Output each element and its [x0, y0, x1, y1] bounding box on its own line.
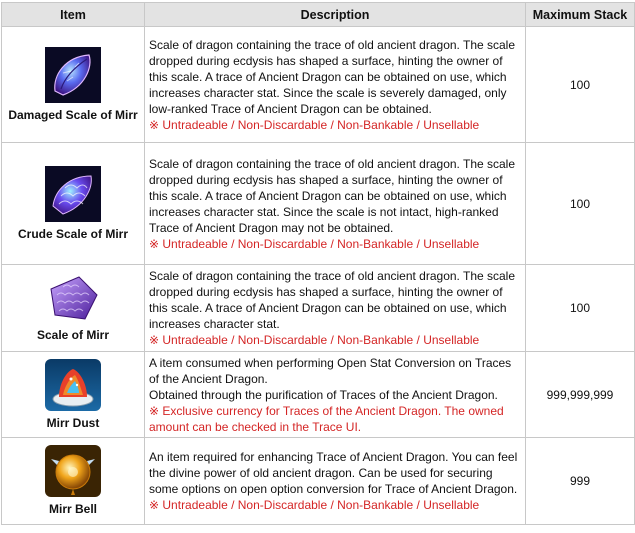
- item-column-header: Item: [2, 3, 145, 27]
- table-row: [2, 265, 635, 352]
- item-cell: [2, 438, 145, 525]
- currency-note: ※ Exclusive currency for Traces of the Ancient Dragon. The owned amount can be checked in the Trace UI.: [149, 403, 504, 434]
- mirr-dust-icon: [45, 359, 101, 411]
- item-cell: [2, 352, 145, 438]
- item-name: Mirr Dust: [46, 415, 100, 430]
- scale-of-mirr-icon: [45, 273, 101, 323]
- table-row: [2, 438, 635, 525]
- item-description-secondary: Obtained through the purification of Traces of the Ancient Dragon.: [149, 387, 498, 402]
- crude-scale-of-mirr-icon: [45, 166, 101, 222]
- description-cell: [145, 352, 526, 438]
- restriction-note: ※ Untradeable / Non-Discardable / Non-Bankable / Unsellable: [149, 117, 480, 132]
- description-cell: [145, 265, 526, 352]
- max-stack-cell: 999: [526, 438, 635, 525]
- description-column-header: Description: [145, 3, 526, 27]
- item-description: Scale of dragon containing the trace of old ancient dragon. The scale dropped during ecdysis has shaped a surface, hinting the owner of this scale. A trace of Ancient Dragon can be obtained on use, which increases character stat. Since the scale is not intact, high-ranked Trace of Ancient Dragon may not be obtained.: [149, 156, 516, 235]
- max-stack-cell: 100: [526, 27, 635, 143]
- item-name: Damaged Scale of Mirr: [8, 107, 138, 122]
- item-description: A item consumed when performing Open Stat Conversion on Traces of the Ancient Dragon.: [149, 355, 512, 386]
- item-cell: [2, 265, 145, 352]
- item-description: Scale of dragon containing the trace of old ancient dragon. The scale dropped during ecdysis has shaped a surface, hinting the owner of this scale. A trace of Ancient Dragon can be obtained on use, which increases character stat. Since the scale is severely damaged, only low-ranked Trace of Ancient Dragon can be obtained.: [149, 37, 516, 116]
- description-cell: [145, 27, 526, 143]
- item-name: Crude Scale of Mirr: [17, 226, 129, 241]
- table-row: [2, 143, 635, 265]
- restriction-note: ※ Untradeable / Non-Discardable / Non-Bankable / Unsellable: [149, 498, 480, 512]
- table-row: [2, 27, 635, 143]
- description-cell: [145, 143, 526, 265]
- damaged-scale-of-mirr-icon: [45, 47, 101, 103]
- item-description: An item required for enhancing Trace of Ancient Dragon. You can feel the divine power of old ancient dragon. Can be used for securing some options on open option conversion for Trace of Ancient Dragon.: [149, 450, 518, 496]
- restriction-note: ※ Untradeable / Non-Discardable / Non-Bankable / Unsellable: [149, 236, 480, 251]
- table-header-row: [2, 3, 635, 27]
- max-stack-cell: 100: [526, 265, 635, 352]
- item-name: Scale of Mirr: [36, 328, 110, 342]
- max-stack-cell: 999,999,999: [526, 352, 635, 438]
- item-cell: [2, 27, 145, 143]
- item-name: Mirr Bell: [48, 502, 97, 516]
- max-stack-cell: 100: [526, 143, 635, 265]
- table-row: [2, 352, 635, 438]
- description-cell: [145, 438, 526, 525]
- items-table: [1, 2, 635, 525]
- mirr-bell-icon: [45, 445, 101, 497]
- restriction-note: ※ Untradeable / Non-Discardable / Non-Bankable / Unsellable: [149, 333, 480, 347]
- item-cell: [2, 143, 145, 265]
- item-description: Scale of dragon containing the trace of old ancient dragon. The scale dropped during ecdysis has shaped a surface, hinting the owner of this scale. A trace of Ancient Dragon can be obtained on use, which increases character stat.: [149, 269, 516, 331]
- max-stack-column-header: Maximum Stack: [526, 3, 635, 27]
